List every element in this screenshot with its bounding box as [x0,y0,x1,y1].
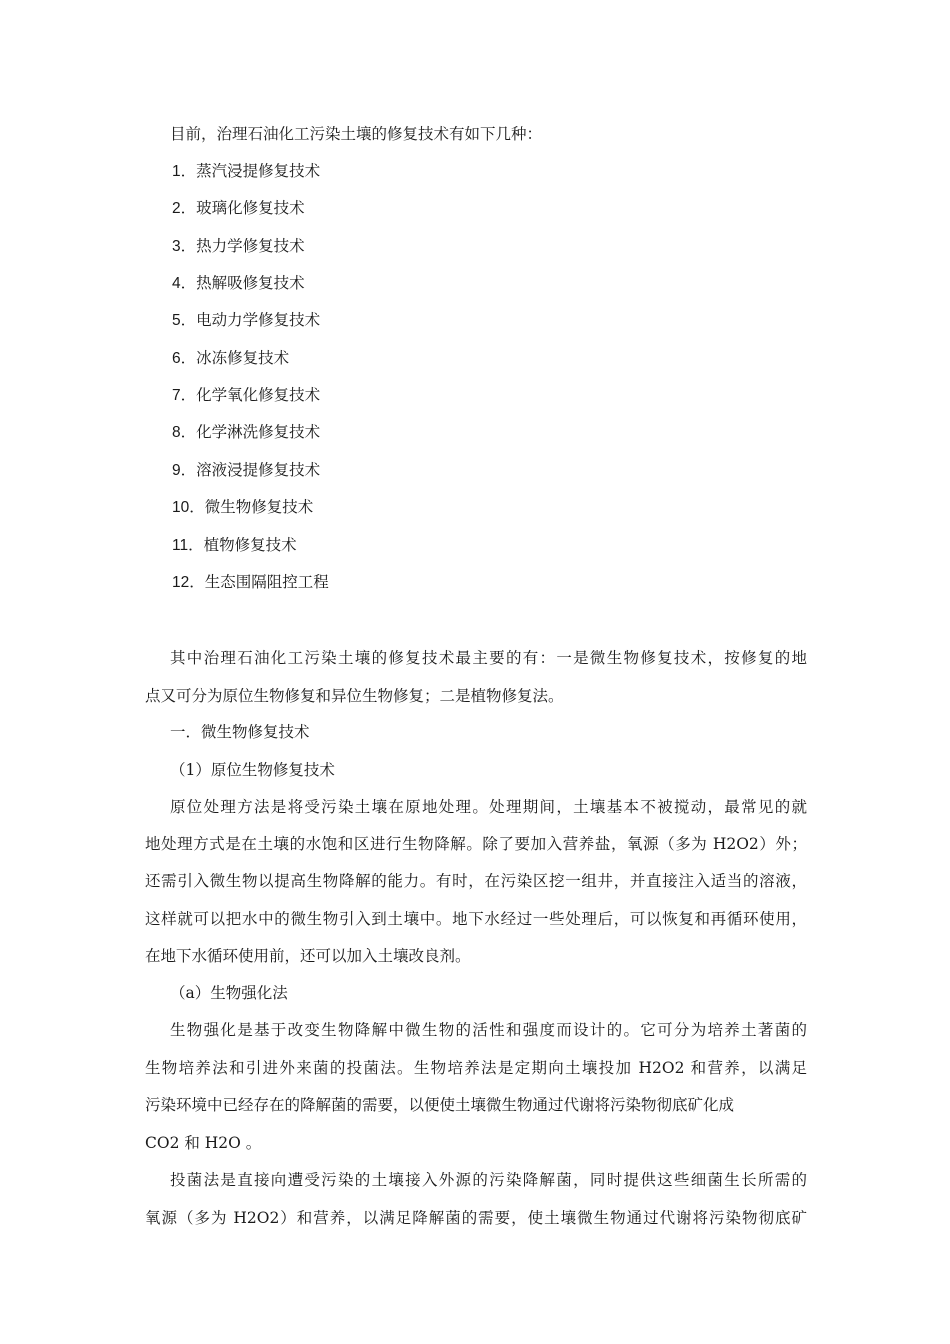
intro-line: 目前，治理石油化工污染土壤的修复技术有如下几种： [170,125,543,143]
list-item [172,198,305,219]
list-item-number: 4． [172,275,197,292]
list-item-number: 1． [172,163,197,180]
list-item-number: 7． [172,387,197,404]
paragraph-line: CO2 和 H2O 。 [145,1134,262,1152]
list-item [172,497,313,518]
list-item-text: 电动力学修复技术 [196,311,321,329]
list-item-text: 化学淋洗修复技术 [196,423,321,441]
paragraph-line: 这样就可以把水中的微生物引入到土壤中。地下水经过一些处理后，可以恢复和再循环使用， [145,910,807,928]
list-item-text: 溶液浸提修复技术 [196,461,321,479]
list-item [172,422,320,443]
list-item-number: 10． [172,499,205,516]
paragraph-line: 在地下水循环使用前，还可以加入土壤改良剂。 [145,947,471,965]
list-item-number: 6． [172,350,197,367]
list-item [172,460,320,481]
list-item-number: 9． [172,462,197,479]
paragraph-line: 地处理方式是在土壤的水饱和区进行生物降解。除了要加入营养盐，氧源（多为 H2O2）外； [145,835,807,853]
paragraph-line: 生物强化是基于改变生物降解中微生物的活性和强度而设计的。它可分为培养土著菌的 [170,1021,807,1039]
list-item-text: 蒸汽浸提修复技术 [196,162,321,180]
list-item-text: 化学氧化修复技术 [196,386,321,404]
list-item-text: 玻璃化修复技术 [196,199,305,217]
paragraph-line: 原位处理方法是将受污染土壤在原地处理。处理期间，土壤基本不被搅动，最常见的就 [170,798,807,816]
paragraph-line: 还需引入微生物以提高生物降解的能力。有时，在污染区挖一组井，并直接注入适当的溶液， [145,872,807,890]
subsection-heading: （1）原位生物修复技术 [170,761,335,779]
subsection-heading: （a）生物强化法 [170,984,288,1002]
list-item [172,273,305,294]
list-item-text: 生态围隔阻控工程 [204,573,329,591]
list-item [172,572,329,593]
list-item [172,348,289,369]
list-item-text: 热解吸修复技术 [196,274,305,292]
paragraph-line: 其中治理石油化工污染土壤的修复技术最主要的有：一是微生物修复技术，按修复的地 [170,649,807,667]
list-item-number: 2． [172,200,197,217]
list-item [172,385,320,406]
section-heading: 一．微生物修复技术 [170,723,310,741]
list-item-text: 冰冻修复技术 [196,349,290,367]
paragraph-line: 投菌法是直接向遭受污染的土壤接入外源的污染降解菌，同时提供这些细菌生长所需的 [170,1171,807,1189]
paragraph-line: 生物培养法和引进外来菌的投菌法。生物培养法是定期向土壤投加 H2O2 和营养，以满足 [145,1059,807,1077]
list-item-number: 11． [172,537,204,554]
list-item [172,236,305,257]
list-item-number: 3． [172,238,197,255]
list-item-text: 微生物修复技术 [204,498,314,516]
list-item-number: 12． [172,574,205,591]
list-item [172,161,320,182]
list-item-number: 5． [172,312,197,329]
list-item-text: 植物修复技术 [203,536,297,554]
list-item [172,310,320,331]
paragraph-line: 氧源（多为 H2O2）和营养，以满足降解菌的需要，使土壤微生物通过代谢将污染物彻底矿 [145,1209,807,1227]
list-item-number: 8． [172,424,197,441]
paragraph-line: 污染环境中已经存在的降解菌的需要，以便使土壤微生物通过代谢将污染物彻底矿化成 [145,1096,735,1114]
list-item-text: 热力学修复技术 [196,237,305,255]
paragraph-line: 点又可分为原位生物修复和异位生物修复；二是植物修复法。 [145,687,564,705]
list-item [172,535,297,556]
